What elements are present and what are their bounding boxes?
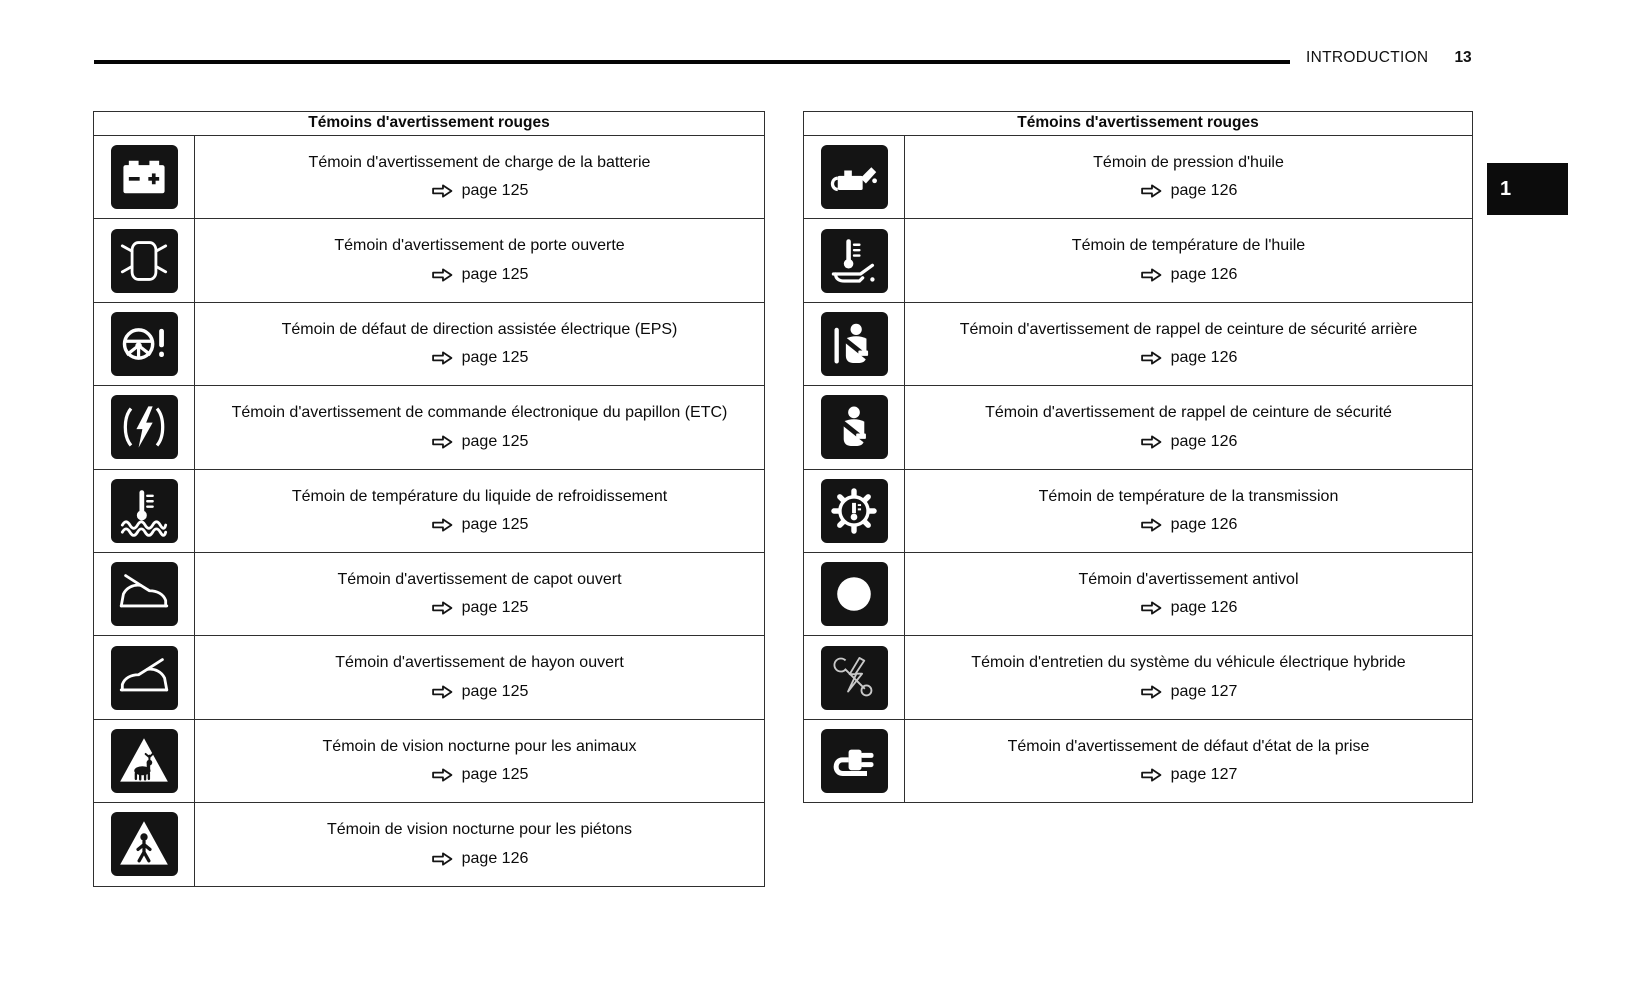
page-arrow-icon	[431, 434, 454, 450]
warning-label: Témoin d'avertissement de rappel de ceinture de sécurité	[985, 404, 1392, 422]
warning-label: Témoin d'avertissement de rappel de ceinture de sécurité arrière	[959, 320, 1418, 338]
hood-open-icon	[111, 562, 178, 626]
warning-label: Témoin de température du liquide de refroidissement	[291, 487, 668, 505]
table-row	[804, 469, 1472, 552]
icon-cell	[94, 386, 195, 468]
chapter-tab-label: 1	[1500, 177, 1512, 200]
icon-cell	[94, 803, 195, 885]
etc-throttle-icon	[111, 395, 178, 459]
icon-cell	[94, 219, 195, 301]
warning-label: Témoin d'avertissement de hayon ouvert	[335, 654, 624, 672]
table-row	[804, 302, 1472, 385]
page-reference-text: page 126	[1170, 182, 1238, 200]
table-title: Témoins d'avertissement rouges	[308, 114, 550, 131]
eps-steering-icon	[111, 312, 178, 376]
warning-label: Témoin de défaut de direction assistée électrique (EPS)	[281, 320, 678, 338]
chapter-tab	[1487, 163, 1568, 215]
table-row	[94, 469, 764, 552]
page-reference-link[interactable]	[1140, 516, 1238, 534]
page-reference-text: page 125	[461, 599, 529, 617]
warning-label: Témoin de vision nocturne pour les piétons	[326, 821, 633, 839]
warning-label: Témoin d'avertissement de commande électronique du papillon (ETC)	[231, 404, 728, 422]
table-row	[94, 635, 764, 718]
warning-lights-table-right	[803, 111, 1473, 803]
icon-cell	[94, 136, 195, 218]
liftgate-open-icon	[111, 646, 178, 710]
content-cell	[195, 720, 764, 802]
table-row	[94, 135, 764, 218]
page-reference-text: page 126	[1170, 515, 1238, 533]
content-cell	[905, 636, 1472, 718]
page-reference-link[interactable]	[431, 766, 529, 784]
page-arrow-icon	[1140, 267, 1163, 283]
transmission-temperature-icon	[821, 479, 888, 543]
page-reference-text: page 126	[1170, 599, 1238, 617]
page-arrow-icon	[1140, 684, 1163, 700]
page-reference-link[interactable]	[1140, 683, 1238, 701]
page-reference-link[interactable]	[431, 266, 529, 284]
icon-cell	[804, 303, 905, 385]
warning-label: Témoin d'entretien du système du véhicule électrique hybride	[971, 654, 1406, 672]
page-arrow-icon	[1140, 517, 1163, 533]
table-row	[94, 218, 764, 301]
page-arrow-icon	[431, 851, 454, 867]
icon-cell	[804, 136, 905, 218]
table-body	[804, 135, 1472, 802]
warning-label: Témoin de pression d'huile	[1093, 154, 1284, 171]
warning-label: Témoin de température de la transmission	[1038, 487, 1339, 505]
table-row	[804, 719, 1472, 802]
door-open-icon	[111, 229, 178, 293]
page-reference-link[interactable]	[431, 433, 529, 451]
page-reference-text: page 125	[461, 682, 529, 700]
warning-label: Témoin d'avertissement de charge de la batterie	[308, 154, 651, 171]
content-cell	[195, 553, 764, 635]
page-reference-link[interactable]	[431, 850, 529, 868]
page-reference-link[interactable]	[431, 683, 529, 701]
page-arrow-icon	[431, 183, 454, 199]
content-cell	[905, 553, 1472, 635]
seatbelt-icon	[821, 395, 888, 459]
page-reference-text: page 127	[1170, 766, 1238, 784]
page-reference-text: page 125	[461, 432, 529, 450]
table-title: Témoins d'avertissement rouges	[1017, 114, 1259, 131]
page-reference-text: page 125	[461, 349, 529, 367]
page-reference-text: page 125	[461, 766, 529, 784]
page-arrow-icon	[431, 684, 454, 700]
warning-label: Témoin d'avertissement de capot ouvert	[337, 570, 622, 588]
warning-label: Témoin de vision nocturne pour les animaux	[322, 737, 637, 755]
page-reference-link[interactable]	[431, 599, 529, 617]
page-reference-link[interactable]	[1140, 182, 1238, 200]
content-cell	[905, 219, 1472, 301]
oil-temperature-icon	[821, 229, 888, 293]
page-arrow-icon	[431, 600, 454, 616]
page-arrow-icon	[1140, 183, 1163, 199]
table-row	[804, 635, 1472, 718]
warning-label: Témoin de température de l'huile	[1071, 237, 1306, 255]
plug-fault-icon	[821, 729, 888, 793]
content-cell	[195, 386, 764, 468]
table-row	[804, 552, 1472, 635]
page-reference-text: page 125	[461, 265, 529, 283]
content-cell	[905, 470, 1472, 552]
night-vision-animals-icon	[111, 729, 178, 793]
page-reference-text: page 125	[461, 515, 529, 533]
page-reference-text: page 126	[461, 849, 529, 867]
night-vision-pedestrians-icon	[111, 812, 178, 876]
table-row	[94, 302, 764, 385]
page-reference-link[interactable]	[1140, 766, 1238, 784]
icon-cell	[94, 303, 195, 385]
content-cell	[195, 303, 764, 385]
icon-cell	[804, 636, 905, 718]
table-body	[94, 135, 764, 886]
table-row	[94, 552, 764, 635]
page-reference-text: page 126	[1170, 432, 1238, 450]
warning-label: Témoin d'avertissement de défaut d'état de la prise	[1007, 737, 1370, 755]
content-cell	[905, 720, 1472, 802]
page-arrow-icon	[1140, 767, 1163, 783]
table-row	[94, 802, 764, 885]
icon-cell	[94, 553, 195, 635]
page-reference-text: page 126	[1170, 265, 1238, 283]
page-arrow-icon	[431, 517, 454, 533]
warning-lights-table-left	[93, 111, 765, 887]
content-cell	[905, 386, 1472, 468]
page-arrow-icon	[1140, 350, 1163, 366]
oil-pressure-icon	[821, 145, 888, 209]
page-arrow-icon	[1140, 600, 1163, 616]
content-cell	[195, 136, 764, 218]
icon-cell	[94, 636, 195, 718]
coolant-temperature-icon	[111, 479, 178, 543]
section-title: INTRODUCTION	[1306, 49, 1429, 66]
hybrid-service-icon	[821, 646, 888, 710]
table-row	[804, 385, 1472, 468]
content-cell	[905, 136, 1472, 218]
page-reference-link[interactable]	[431, 349, 529, 367]
page-arrow-icon	[431, 767, 454, 783]
content-cell	[195, 470, 764, 552]
page-arrow-icon	[431, 267, 454, 283]
table-row	[94, 719, 764, 802]
table-row	[804, 218, 1472, 301]
page-reference-link[interactable]	[1140, 266, 1238, 284]
page-reference-link[interactable]	[1140, 599, 1238, 617]
table-row	[94, 385, 764, 468]
battery-charge-icon	[111, 145, 178, 209]
table-row	[804, 135, 1472, 218]
page-reference-link[interactable]	[431, 516, 529, 534]
icon-cell	[94, 720, 195, 802]
content-cell	[195, 219, 764, 301]
content-cell	[195, 636, 764, 718]
page-arrow-icon	[431, 350, 454, 366]
page-reference-text: page 127	[1170, 682, 1238, 700]
page-reference-link[interactable]	[1140, 433, 1238, 451]
icon-cell	[804, 386, 905, 468]
rear-seatbelt-icon	[821, 312, 888, 376]
icon-cell	[804, 720, 905, 802]
content-cell	[195, 803, 764, 885]
icon-cell	[94, 470, 195, 552]
page-reference-link[interactable]	[1140, 349, 1238, 367]
icon-cell	[804, 553, 905, 635]
page-reference-text: page 125	[461, 182, 529, 200]
page-number: 13	[1454, 49, 1472, 66]
page-reference-link[interactable]	[431, 182, 529, 200]
icon-cell	[804, 470, 905, 552]
content-cell	[905, 303, 1472, 385]
page-reference-text: page 126	[1170, 349, 1238, 367]
running-header	[1306, 49, 1472, 67]
anti-theft-icon	[821, 562, 888, 626]
warning-label: Témoin d'avertissement antivol	[1078, 570, 1299, 588]
warning-label: Témoin d'avertissement de porte ouverte	[334, 237, 625, 255]
header-rule	[94, 60, 1290, 64]
icon-cell	[804, 219, 905, 301]
page-arrow-icon	[1140, 434, 1163, 450]
